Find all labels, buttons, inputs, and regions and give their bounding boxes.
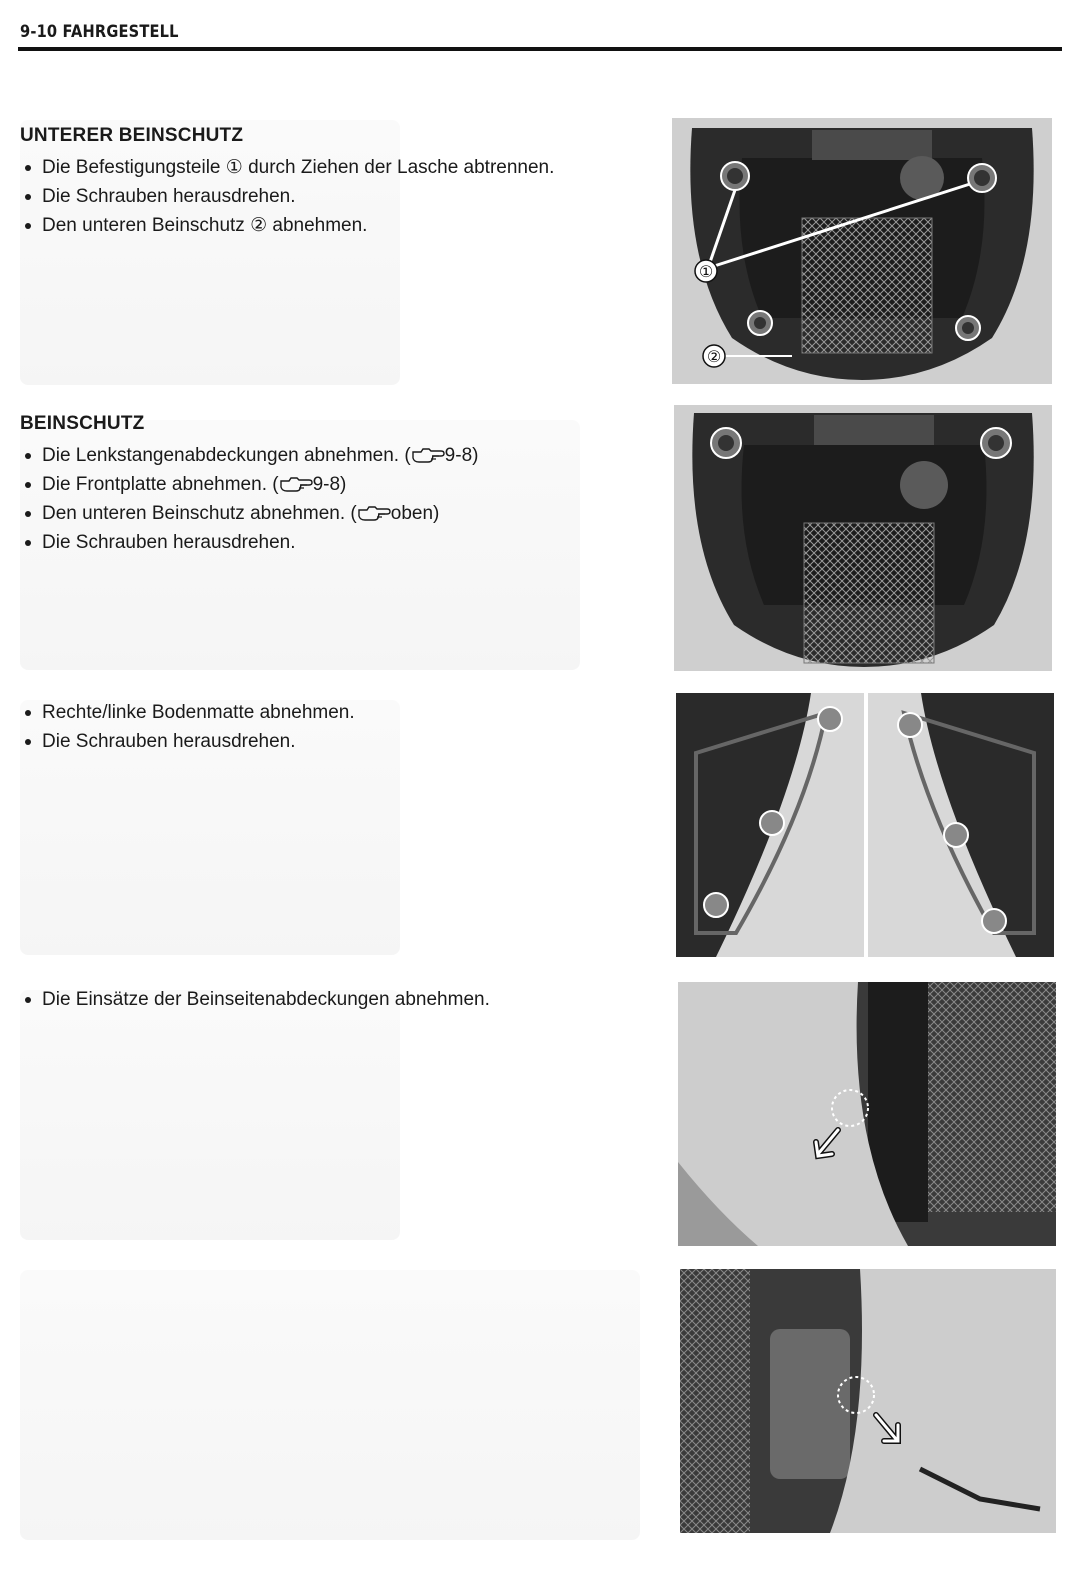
header-rule [18, 47, 1062, 51]
bleed-through-shadow [20, 990, 400, 1240]
section-leg-shield [20, 413, 660, 557]
step-list [20, 441, 660, 557]
step-list [20, 698, 660, 756]
photo-leg-shield [674, 405, 1052, 671]
step-list [20, 985, 660, 1014]
step-item: Die Lenkstangenabdeckungen abnehmen. ( 9-8) [20, 441, 660, 470]
step-item: Rechte/linke Bodenmatte abnehmen. [20, 698, 660, 727]
page-number: 9-10 [20, 22, 58, 42]
step-list [20, 153, 660, 240]
section-floor-mats [20, 698, 660, 756]
page-header [20, 22, 914, 42]
step-item: Den unteren Beinschutz ② abnehmen. [20, 211, 660, 240]
photo-floor-mats [676, 693, 1054, 957]
step-item: Den unteren Beinschutz abnehmen. ( oben) [20, 499, 660, 528]
photo-lower-leg-shield [672, 118, 1052, 384]
step-item: Die Einsätze der Beinseitenabdeckungen abnehmen. [20, 985, 660, 1014]
section-title: UNTERER BEINSCHUTZ [20, 125, 244, 146]
chapter-title: FAHRGESTELL [62, 22, 179, 42]
section-lower-leg-shield [20, 125, 660, 240]
section-title: BEINSCHUTZ [20, 413, 145, 434]
step-item: Die Befestigungsteile ① durch Ziehen der Lasche abtrennen. [20, 153, 660, 182]
pointing-hand-icon [279, 475, 313, 493]
pointing-hand-icon [411, 446, 445, 464]
section-side-cover-inserts [20, 985, 660, 1014]
step-item: Die Schrauben herausdrehen. [20, 528, 660, 557]
photo-side-cover-insert-left [678, 982, 1056, 1246]
step-item: Die Frontplatte abnehmen. ( 9-8) [20, 470, 660, 499]
step-item: Die Schrauben herausdrehen. [20, 182, 660, 211]
step-item: Die Schrauben herausdrehen. [20, 727, 660, 756]
pointing-hand-icon [357, 504, 391, 522]
photo-side-cover-insert-right [680, 1269, 1056, 1533]
callout-2-label: ② [706, 347, 722, 366]
bleed-through-shadow [20, 1270, 640, 1540]
callout-1-label: ① [698, 262, 714, 281]
